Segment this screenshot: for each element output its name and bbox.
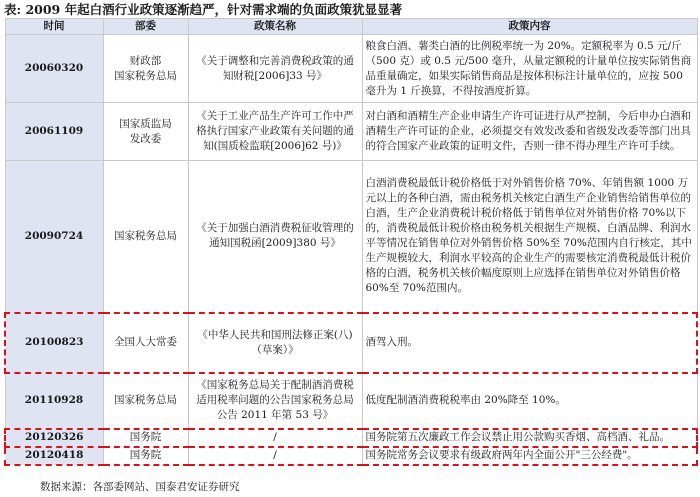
table-row-highlighted [5,447,697,465]
row-policy-content: 对白酒和酒精生产企业申请生产许可证进行从严控制，今后申办白酒和酒精生产许可证的企业，必须提交有效发改委和省级发改委等部门出具的符合国家产业政策的证明文件，否则一律不得办理生产许可手续。 [362,103,697,161]
row-date: 20120326 [5,429,103,447]
header-date: 时间 [5,19,103,35]
row-date: 20110928 [5,373,103,429]
table-row-highlighted [5,313,697,373]
table-row [5,103,697,161]
row-date: 20120418 [5,447,103,465]
row-date: 20100823 [5,313,103,373]
row-dept: 国家质监局 发改委 [103,103,188,161]
row-policy-name: 《国家税务总局关于配制酒消费税适用税率问题的公告国家税务总局公告 2011 年第 53 号》 [188,373,362,429]
row-date: 20061109 [5,103,103,161]
row-dept: 财政部 国家税务总局 [103,35,188,103]
row-policy-name: 《关于加强白酒消费税征收管理的通知国税函[2009]380 号》 [188,161,362,313]
policy-table [4,18,698,466]
row-policy-content: 低度配制酒消费税税率由 20%降至 10%。 [362,373,697,429]
table-row [5,373,697,429]
row-policy-content: 粮食白酒、薯类白酒的比例税率统一为 20%。定额税率为 0.5 元/斤（500 克）或 0.5 元/500 毫升，从量定额税的计量单位按实际销售商品重量确定，如果实际销售商品是按体积标注计量单位的，应按 500 毫升为 1 斤换算，不得按酒度折算。 [362,35,697,103]
table-title: 表: 2009 年起白酒行业政策逐渐趋严，针对需求端的负面政策犹显显著 [4,2,403,17]
row-dept: 国务院 [103,447,188,465]
row-policy-content: 酒驾入刑。 [362,313,697,373]
table-row [5,161,697,313]
row-policy-content: 国务院常务会议要求有级政府两年内全面公开"三公经费"。 [362,447,697,465]
row-policy-name: 《关于调整和完善消费税政策的通知财税[2006]33 号》 [188,35,362,103]
row-policy-content: 白酒消费税最低计税价格低于对外销售价格 70%、年销售额 1000 万元以上的各种白酒，需由税务机关核定白酒生产企业销售给销售单位的白酒，生产企业消费税计税价格低于销售单位对外销售价格 70%以下的，消费税最低计税价格由税务机关根据生产规模、白酒品牌、利润水平等情况在销售单位对外销售价格 50%至 70%范围内自行核定，其中生产规模较大，利润水平较高的企业生产的需要核定消费税最低计税价格的白酒，税务机关核价幅度原则上应选择在销售单位对外销售价格 60%至 70%范围内。 [362,161,697,313]
row-dept: 国务院 [103,429,188,447]
row-policy-name: / [188,429,362,447]
table-header-row [5,19,697,35]
row-date: 20090724 [5,161,103,313]
row-date: 20060320 [5,35,103,103]
table-row-highlighted [5,429,697,447]
row-policy-name: 《关于工业产品生产许可工作中严格执行国家产业政策有关问题的通知(国质检监联[2006]62 号)》 [188,103,362,161]
header-dept: 部委 [103,19,188,35]
table-row [5,35,697,103]
row-policy-content: 国务院第五次廉政工作会议禁止用公款购买香烟、高档酒、礼品。 [362,429,697,447]
header-name: 政策名称 [188,19,362,35]
header-content: 政策内容 [362,19,697,35]
row-policy-name: 《中华人民共和国刑法修正案(八)（草案）》 [188,313,362,373]
row-dept: 国家税务总局 [103,373,188,429]
row-policy-name: / [188,447,362,465]
row-dept: 国家税务总局 [103,161,188,313]
data-source-note: 数据来源：各部委网站、国泰君安证券研究 [40,481,240,493]
row-dept: 全国人大常委 [103,313,188,373]
